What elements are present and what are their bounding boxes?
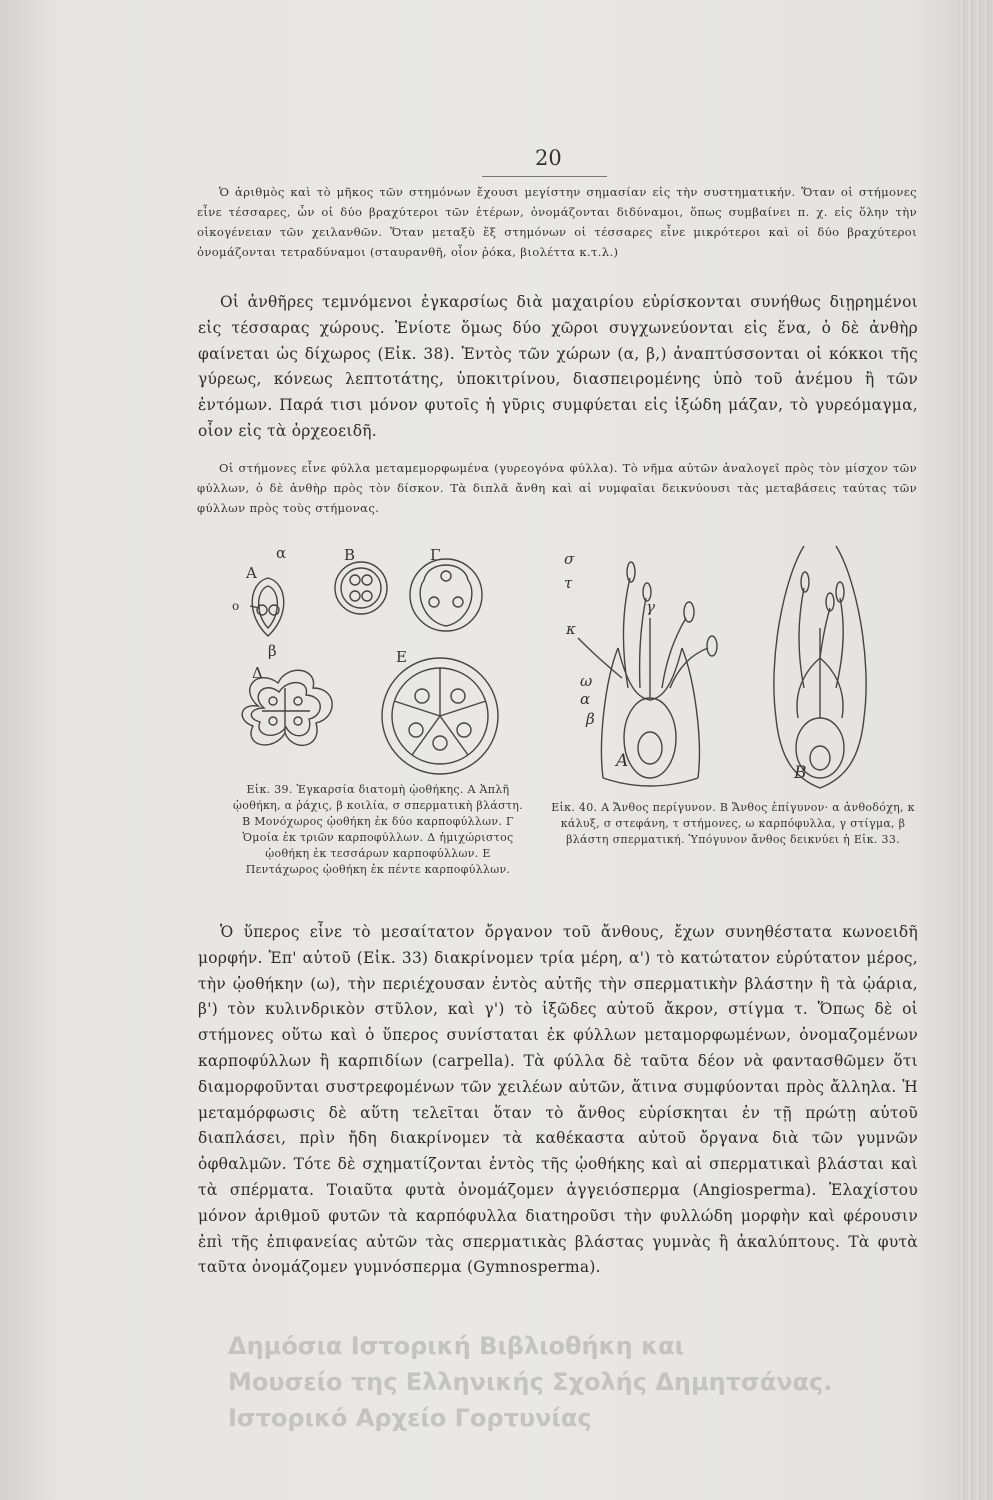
fig40-label-A: Α (616, 751, 629, 771)
fig39-label-E: Ε (396, 648, 407, 666)
intro-note-text: Ὁ ἀριθμὸς καὶ τὸ μῆκος τῶν στημόνων ἔχουσι μεγίστην σημασίαν εἰς τὴν συστηματικήν. Ὅταν οἱ στήμονες εἶνε τέσσαρες, ὧν οἱ δύο βραχύτεροι τῶν ἑτέρων, ὀνομάζονται διδύναμοι, ὅπως συμβαίνει π. χ. εἰς ὅλην τὴν οἰκογένειαν τῶν χειλανθῶν. Ὅταν μεταξὺ ἕξ στημόνων οἱ τέσσαρες εἶνε μικρότεροι καὶ οἱ δύο βραχύτεροι ὀνομάζονται τετραδύναμοι (σταυρανθῆ, οἷον ῥόκα, βιολέττα κ.τ.λ.) (197, 185, 917, 259)
figure-39-caption: Εἰκ. 39. Ἐγκαρσία διατομὴ ᾠοθήκης. Α Ἁπλῆ ᾠοθήκη, α ῥάχις, β κοιλία, σ σπερματικὴ βλάστη. Β Μονόχωρος ᾠοθήκη ἐκ δύο καρποφύλλων. Γ Ὁμοία ἐκ τριῶν καρποφύλλων. Δ ἡμιχώριστος ᾠοθήκη ἐκ τεσσάρων καρποφύλλων. Ε Πεντάχωρος ᾠοθήκη ἐκ πέντε καρποφύλλων. (233, 783, 523, 876)
stamen-note (197, 458, 917, 518)
paragraph-pistil-text: Ὁ ὕπερος εἶνε τὸ μεσαίτατον ὄργανον τοῦ ἄνθους, ἔχων συνηθέστατα κωνοειδῆ μορφήν. Ἐπ' αὐτοῦ (Εἰκ. 33) διακρίνομεν τρία μέρη, α') τὸ κατώτατον εὐρύτατον μέρος, τὴν ᾠοθήκην (ω), τὴν περιέχουσαν ἐντὸς αὐτῆς τὴν σπερματικὴν βλάστην ἢ τὰ ᾠάρια, β') τὸν κυλινδρικὸν στῦλον, καὶ γ') τὸ ἰξῶδες αὐτοῦ ἄκρον, στίγμα τ. Ὅπως δὲ οἱ στήμονες οὕτω καὶ ὁ ὕπερος συνίσταται ἐκ φύλλων μεταμορφωμένων, ὀνομαζομένων καρποφύλλων ἢ καρπιδίων (carpella). Τὰ φύλλα δὲ ταῦτα δέον νὰ φαντασθῶμεν ὅτι διαμορφοῦνται συστρεφομένων τῶν χειλέων αὐτῶν, ἅτινα συμφύονται πρὸς ἄλληλα. Ἡ μεταμόρφωσις δὲ αὕτη τελεῖται ὅταν τὸ ἄνθος εὑρίσκηται ἐν τῇ πρώτῃ αὐτοῦ διαπλάσει, πρὶν ἤδη διακρίνομεν τὰ καθέκαστα αὐτοῦ ὄργανα διὰ τῶν γυμνῶν ὀφθαλμῶν. Τότε δὲ σχηματίζονται ἐντὸς τῆς ᾠοθήκης καὶ αἱ σπερματικαὶ βλάσται καὶ τὰ σπέρματα. Τοιαῦτα φυτὰ ὀνομάζομεν ἀγγειόσπερμα (Angiosperma). Ἐλαχίστου μόνον ἀριθμοῦ φυτῶν τὰ καρπόφυλλα διατηροῦσι τὴν φυλλώδη μορφὴν καὶ φέρουσιν ἐπὶ τῆς ἐπιφανείας αὐτῶν τὰς σπερματικὰς βλάστας γυμνὰς ἢ ἀκαλύπτους. Τὰ φυτὰ ταῦτα ὀνομάζομεν γυμνόσπερμα (Gymnosperma). (198, 923, 918, 1277)
page-edge-stack (959, 0, 993, 1500)
watermark-line: Μουσείο της Ελληνικής Σχολής Δημητσάνας. (228, 1368, 833, 1396)
paragraph-anthers (198, 290, 918, 445)
watermark-line: Δημόσια Ιστορική Βιβλιοθήκη και (228, 1332, 684, 1360)
fig40-label-gamma: γ (646, 598, 655, 616)
fig40-label-omega: ω (580, 672, 593, 690)
fig39-label-Gamma: Γ (430, 546, 441, 564)
paragraph-pistil (198, 920, 918, 1281)
fig39-label-alpha: α (276, 544, 287, 562)
fig39-label-beta: β (268, 642, 277, 660)
watermark-line: Ιστορικό Αρχείο Γορτυνίας (228, 1404, 592, 1432)
fig40-label-tau: τ (564, 574, 573, 592)
header-rule (482, 176, 607, 177)
figure-39-ovary-sections (228, 538, 518, 800)
paragraph-anthers-text: Οἱ ἀνθῆρες τεμνόμενοι ἐγκαρσίως διὰ μαχαιρίου εὑρίσκονται συνήθως διῃρημένοι εἰς τέσσαρας χώρους. Ἐνίοτε ὅμως δύο χῶροι συγχωνεύονται εἰς ἕνα, ὁ δὲ ἀνθὴρ φαίνεται ὡς δίχωρος (Εἰκ. 38). Ἐντὸς τῶν χώρων (α, β,) ἀναπτύσσονται οἱ κόκκοι τῆς γύρεως, κόνεως λεπτοτάτης, ὑποκιτρίνου, διασπειρομένης ὑπὸ τοῦ ἀνέμου ἢ τῶν ἐντόμων. Παρά τισι μόνον φυτοῖς ἡ γῦρις συμφύεται εἰς ἰξώδη μάζαν, τὸ γυρεόμαγμα, οἷον εἰς τὰ ὀρχεοειδῆ. (198, 293, 918, 440)
stamen-note-text: Οἱ στήμονες εἶνε φύλλα μεταμεμορφωμένα (γυρεογόνα φύλλα). Τὸ νῆμα αὐτῶν ἀναλογεῖ πρὸς τὸν μίσχον τῶν φύλλων, ὁ δὲ ἀνθὴρ πρὸς τὸν δίσκον. Τὰ διπλᾶ ἄνθη καὶ αἱ νυμφαῖαι δεικνύουσι τὰς μεταβάσεις ταύτας τῶν φύλλων πρὸς τοὺς στήμονας. (197, 461, 917, 515)
figure-40-caption: Εἰκ. 40. Α Ἄνθος περίγυνον. Β Ἄνθος ἐπίγυνον· α ἀνθοδόχη, κ κάλυξ, σ στεφάνη, τ στήμονες, ω καρπόφυλλα, γ στίγμα, β βλάστη σπερματική. Ὑπόγυνον ἄνθος δεικνύει ἡ Εἰκ. 33. (551, 801, 915, 846)
fig40-label-beta: β (586, 710, 595, 728)
fig40-label-alpha: α (580, 690, 591, 708)
library-watermark (228, 1328, 968, 1436)
intro-note (197, 182, 917, 262)
fig40-label-B: Β (794, 763, 807, 783)
fig40-label-kappa: κ (566, 620, 576, 638)
fig39-label-B: Β (344, 546, 356, 564)
fig39-label-Delta: Δ (252, 664, 263, 682)
fig40-label-sigma: σ (564, 550, 575, 568)
figure-40-flower-sections (558, 538, 908, 800)
page-number: 20 (535, 146, 562, 170)
fig39-label-A: Α (246, 564, 257, 582)
fig39-label-o: o (232, 599, 240, 613)
